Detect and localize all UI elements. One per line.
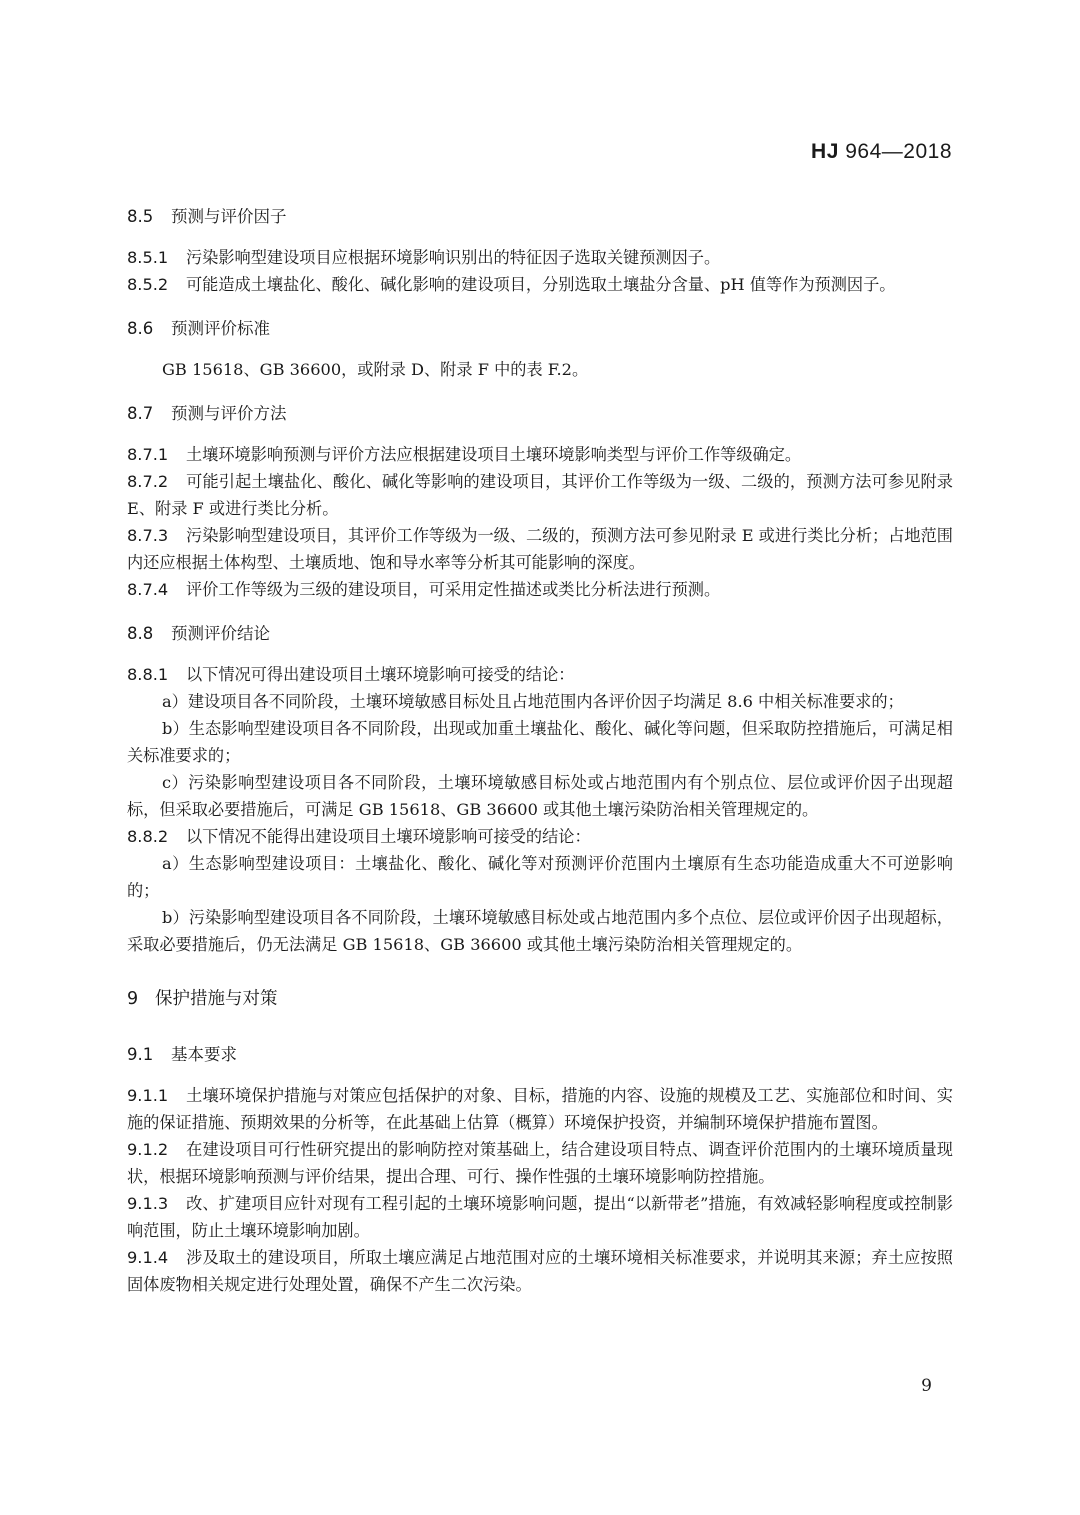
clause-9-1-4 — [127, 1244, 953, 1298]
standard-code-bold: HJ — [811, 140, 839, 163]
clause-8-5-2 — [127, 271, 953, 298]
clause-number: 8.7.4 — [127, 580, 169, 599]
clause-text: 土壤环境保护措施与对策应包括保护的对象、目标，措施的内容、设施的规模及工艺、实施部位和时间、实施的保证措施、预期效果的分析等，在此基础上估算（概算）环境保护投资，并编制环境保护措施布置图。 — [127, 1086, 953, 1132]
clause-number: 9.1.2 — [127, 1140, 169, 1159]
list-item-8-8-1-a: a）建设项目各不同阶段，土壤环境敏感目标处且占地范围内各评价因子均满足 8.6 中相关标准要求的； — [162, 692, 904, 711]
clause-text: 在建设项目可行性研究提出的影响防控对策基础上，结合建设项目特点、调查评价范围内的土壤环境质量现状，根据环境影响预测与评价结果，提出合理、可行、操作性强的土壤环境影响防控措施。 — [127, 1140, 953, 1186]
clause-8-7-3 — [127, 522, 953, 576]
clause-number: 8.7.1 — [127, 445, 169, 464]
standard-number: 964—2018 — [838, 140, 952, 163]
clause-text: 改、扩建项目应针对现有工程引起的土壤环境影响问题，提出“以新带老”措施，有效减轻影响程度或控制影响范围，防止土壤环境影响加剧。 — [127, 1194, 953, 1240]
clause-number: 8.7.2 — [127, 472, 169, 491]
clause-number: 9.1.1 — [127, 1086, 169, 1105]
list-item-8-8-2-b: b）污染影响型建设项目各不同阶段，土壤环境敏感目标处或占地范围内多个点位、层位或评价因子出现超标，采取必要措施后，仍无法满足 GB 15618、GB 36600 或其他土壤污染防治相关管理规定的。 — [127, 908, 953, 954]
clause-text: 污染影响型建设项目应根据环境影响识别出的特征因子选取关键预测因子。 — [186, 248, 721, 267]
clause-8-6-text: GB 15618、GB 36600，或附录 D、附录 F 中的表 F.2。 — [162, 360, 589, 379]
section-8-7-title — [127, 399, 953, 429]
clause-text: 可能造成土壤盐化、酸化、碱化影响的建设项目，分别选取土壤盐分含量、pH 值等作为预测因子。 — [186, 275, 896, 294]
clause-number: 8.5.1 — [127, 248, 169, 267]
section-number: 8.8 — [127, 624, 154, 643]
standard-header — [811, 140, 952, 164]
clause-9-1-2 — [127, 1136, 953, 1190]
clause-8-8-2 — [127, 823, 953, 850]
clause-text: 以下情况不能得出建设项目土壤环境影响可接受的结论： — [186, 827, 591, 846]
list-item-8-8-1-c: c）污染影响型建设项目各不同阶段，土壤环境敏感目标处或占地范围内有个别点位、层位或评价因子出现超标，但采取必要措施后，可满足 GB 15618、GB 36600 或其他土壤污染防治相关管理规定的。 — [127, 773, 953, 819]
section-9-1-title — [127, 1040, 953, 1070]
section-8-6-title — [127, 314, 953, 344]
clause-8-5-1 — [127, 244, 953, 271]
section-title: 预测与评价因子 — [171, 207, 287, 226]
section-number: 9.1 — [127, 1045, 154, 1064]
chapter-title: 保护措施与对策 — [155, 989, 278, 1009]
clause-9-1-1 — [127, 1082, 953, 1136]
clause-number: 8.7.3 — [127, 526, 169, 545]
clause-number: 9.1.3 — [127, 1194, 169, 1213]
document-body — [127, 202, 953, 1298]
clause-text: 土壤环境影响预测与评价方法应根据建设项目土壤环境影响类型与评价工作等级确定。 — [186, 445, 802, 464]
clause-text: 污染影响型建设项目，其评价工作等级为一级、二级的，预测方法可参见附录 E 或进行类比分析；占地范围内还应根据土体构型、土壤质地、饱和导水率等分析其可能影响的深度。 — [127, 526, 953, 572]
clause-text: 评价工作等级为三级的建设项目，可采用定性描述或类比分析法进行预测。 — [186, 580, 721, 599]
section-title: 预测与评价方法 — [171, 404, 287, 423]
section-number: 8.7 — [127, 404, 154, 423]
clause-8-7-2 — [127, 468, 953, 522]
clause-number: 8.8.2 — [127, 827, 169, 846]
section-8-8-title — [127, 619, 953, 649]
clause-text: 涉及取土的建设项目，所取土壤应满足占地范围对应的土壤环境相关标准要求，并说明其来源；弃土应按照固体废物相关规定进行处理处置，确保不产生二次污染。 — [127, 1248, 953, 1294]
clause-8-7-1 — [127, 441, 953, 468]
list-item-8-8-2-a: a）生态影响型建设项目：土壤盐化、酸化、碱化等对预测评价范围内土壤原有生态功能造成重大不可逆影响的； — [127, 854, 953, 900]
page-number: 9 — [921, 1376, 932, 1396]
chapter-9-title — [127, 982, 953, 1016]
clause-9-1-3 — [127, 1190, 953, 1244]
section-title: 预测评价标准 — [171, 319, 270, 338]
section-title: 预测评价结论 — [171, 624, 270, 643]
section-title: 基本要求 — [171, 1045, 237, 1064]
clause-number: 8.5.2 — [127, 275, 169, 294]
chapter-number: 9 — [127, 989, 139, 1009]
section-number: 8.5 — [127, 207, 154, 226]
section-number: 8.6 — [127, 319, 154, 338]
clause-number: 9.1.4 — [127, 1248, 169, 1267]
clause-text: 可能引起土壤盐化、酸化、碱化等影响的建设项目，其评价工作等级为一级、二级的，预测方法可参见附录 E、附录 F 或进行类比分析。 — [127, 472, 953, 518]
clause-8-7-4 — [127, 576, 953, 603]
list-item-8-8-1-b: b）生态影响型建设项目各不同阶段，出现或加重土壤盐化、酸化、碱化等问题，但采取防控措施后，可满足相关标准要求的； — [127, 719, 953, 765]
section-8-5-title — [127, 202, 953, 232]
clause-8-8-1 — [127, 661, 953, 688]
clause-text: 以下情况可得出建设项目土壤环境影响可接受的结论： — [186, 665, 575, 684]
clause-number: 8.8.1 — [127, 665, 169, 684]
